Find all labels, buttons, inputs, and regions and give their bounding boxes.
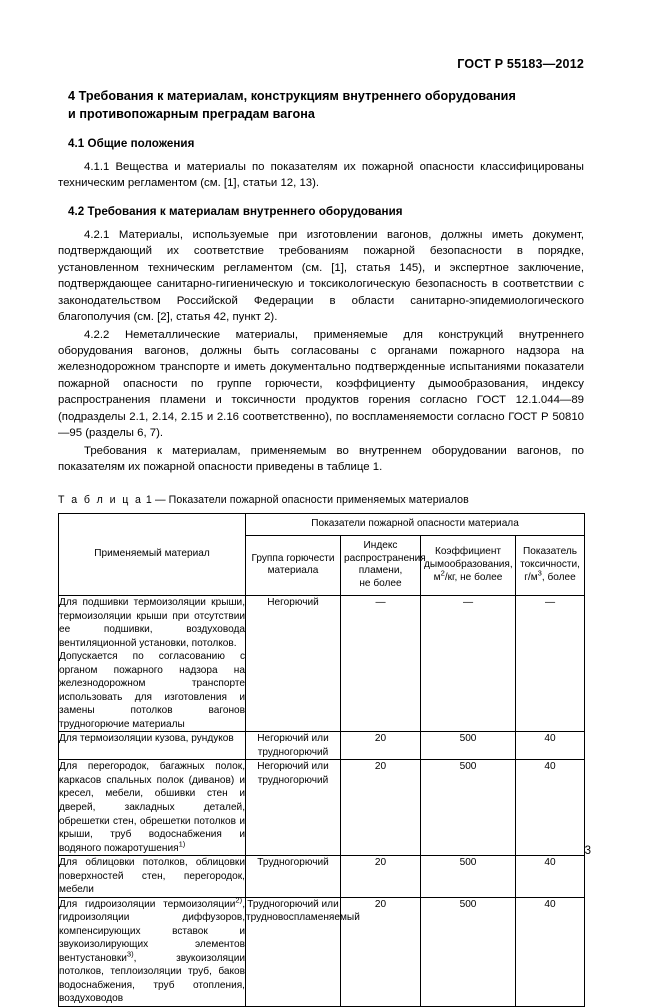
header-tox-l2: токсичности,: [520, 558, 580, 570]
cell-material-post: , звукоизоляции потолков, теплоизоляции труб, баков водоснабжения, труб отопления, воздуховодов: [59, 952, 245, 1005]
running-head-standard-ref: ГОСТ Р 55183—2012: [457, 57, 584, 71]
section-title-line1: 4 Требования к материалам, конструкциям внутреннего оборудования: [68, 89, 516, 103]
header-flame-spread-index: [341, 535, 426, 596]
cell-material: Для термоизоляции кузова, рундуков: [59, 732, 246, 760]
footnote-marker-3: 3): [126, 949, 134, 959]
cell-toxicity: 40: [516, 856, 585, 898]
header-smoke-l1: Коэффициент: [434, 546, 502, 558]
header-fire-hazard-indicators: Показатели пожарной опасности материала: [246, 513, 585, 535]
cell-toxicity: 40: [516, 760, 585, 856]
header-smoke-coefficient: [421, 535, 516, 596]
header-smoke-l2: дымообразования,: [424, 558, 513, 570]
header-smoke-l3: $м^2/кг$, не более: [433, 568, 503, 583]
cell-flame-spread-index: 20: [341, 732, 421, 760]
cell-material: [59, 897, 246, 1006]
header-flame-l3: пламени,: [358, 565, 403, 577]
cell-material: [59, 596, 246, 732]
table-row: [59, 760, 585, 856]
paragraph-4-2-2: 4.2.2 Неметаллические материалы, применяемые для конструкций внутреннего оборудования вагонов, должны быть согласованы с органами пожарного надзора на железнодорожном транспорте и иметь документально подтвержденные испытаниями показатели пожарной опасности по группе горючести, коэффициенту дымообразования, индексу распространения пламени и токсичности продуктов горения согласно ГОСТ 12.1.044—89 (подразделы 2.1, 2.14, 2.15 и 2.16 соответственно), по воспламеняемости согласно ГОСТ Р 50810—95 (разделы 6, 7).: [58, 328, 584, 440]
cell-combustibility-group: Негорючий или трудногорючий: [246, 760, 341, 856]
cell-material-part1: Для подшивки термоизоляции крыши, термоизоляции крыши при отсутствии ее подшивки, воздуховода вентиляционной установки, потолков.: [59, 597, 245, 649]
cell-toxicity: 40: [516, 897, 585, 1006]
cell-material-text: Для перегородок, багажных полок, каркасов спальных полок (диванов) и кресел, мебели, обшивки стен и дверей, закладных деталей, обрешетки стен, обрешетки потолков и крыши, труб водоснабжения и водяного пожаротушения: [59, 761, 245, 854]
cell-combustibility-group: Трудногорючий или трудновоспламеняемый: [246, 897, 341, 1006]
header-flame-l4: не более: [359, 578, 402, 590]
cell-flame-spread-index: —: [341, 596, 421, 732]
cell-smoke-coefficient: 500: [421, 732, 516, 760]
cell-smoke-coefficient: 500: [421, 856, 516, 898]
cell-flame-spread-index: 20: [341, 897, 421, 1006]
cell-combustibility-group: Трудногорючий: [246, 856, 341, 898]
page-number: 3: [584, 845, 591, 857]
footnote-marker-2: 2): [235, 895, 243, 905]
header-tox-l3: $г/м^3$, более: [524, 568, 576, 583]
fire-hazard-table: [58, 513, 585, 1007]
page-content: [58, 88, 584, 1007]
table-caption: [58, 494, 584, 506]
cell-material-pre: Для гидроизоляции термоизоляции: [59, 898, 236, 910]
table-row: [59, 856, 585, 898]
cell-combustibility-group: Негорючий или трудногорючий: [246, 732, 341, 760]
cell-smoke-coefficient: —: [421, 596, 516, 732]
cell-flame-spread-index: 20: [341, 760, 421, 856]
table-caption-label: Т а б л и ц а: [58, 493, 143, 506]
cell-smoke-coefficient: 500: [421, 760, 516, 856]
heading-4-2: 4.2 Требования к материалам внутреннего оборудования: [68, 204, 403, 218]
header-flame-l1: Индекс: [363, 539, 398, 551]
table-row: [59, 596, 585, 732]
page-title: [68, 88, 584, 124]
cell-material: Для облицовки потолков, облицовки поверхностей стен, перегородок, мебели: [59, 856, 246, 898]
cell-toxicity: 40: [516, 732, 585, 760]
header-tox-superscript: 3: [537, 568, 542, 578]
footnote-marker-1: 1): [178, 839, 186, 849]
header-applied-material: Применяемый материал: [59, 513, 246, 596]
header-combustibility-group-l2: материала: [267, 565, 319, 577]
header-flame-l2: распространения: [344, 552, 426, 564]
table-row: [59, 897, 585, 1006]
heading-4-1: 4.1 Общие положения: [68, 136, 195, 150]
paragraph-table-reference: Требования к материалам, применяемым во внутреннем оборудовании вагонов, по показателям их пожарной опасности приведены в таблице 1.: [58, 444, 584, 474]
cell-combustibility-group: Негорючий: [246, 596, 341, 732]
header-tox-l1: Показатель: [523, 546, 577, 558]
table-header-row-top: [59, 513, 585, 535]
cell-toxicity: —: [516, 596, 585, 732]
section-title-line2: и противопожарным преградам вагона: [68, 106, 315, 121]
header-smoke-superscript: 2: [440, 568, 445, 578]
paragraph-4-2-1: 4.2.1 Материалы, используемые при изготовлении вагонов, должны иметь документ, подтверждающий их соответствие требованиям пожарной безопасности в порядке, установленном техническим регламентом (см. [1], статья 145), и экспертное заключение, подтверждающее санитарно-гигиеническую и токсикологическую безопасность в соответствии с законодательством Российской Федерации в области санитарно-эпидемиологического благополучия (см. [2], статья 42, пункт 2).: [58, 228, 584, 324]
header-combustibility-group: [246, 535, 341, 596]
paragraph-4-1-1: 4.1.1 Вещества и материалы по показателям их пожарной опасности классифицированы техническим регламентом (см. [1], статьи 12, 13).: [58, 160, 584, 190]
cell-material-part2: Допускается по согласованию с органом пожарного надзора на железнодорожном транспорте использовать для изготовления и замены потолков вагонов трудногорючие материалы: [59, 651, 245, 730]
header-combustibility-group-l1: Группа горючести: [251, 552, 335, 564]
header-toxicity-index: [516, 535, 585, 596]
cell-flame-spread-index: 20: [341, 856, 421, 898]
cell-material: [59, 760, 246, 856]
cell-material-mid: , гидроизоляции диффузоров, компенсирующих вставок и звукоизолирующих элементов вентустановки: [59, 898, 245, 964]
cell-smoke-coefficient: 500: [421, 897, 516, 1006]
table-caption-text: 1 — Показатели пожарной опасности применяемых материалов: [145, 493, 469, 506]
table-row: [59, 732, 585, 760]
